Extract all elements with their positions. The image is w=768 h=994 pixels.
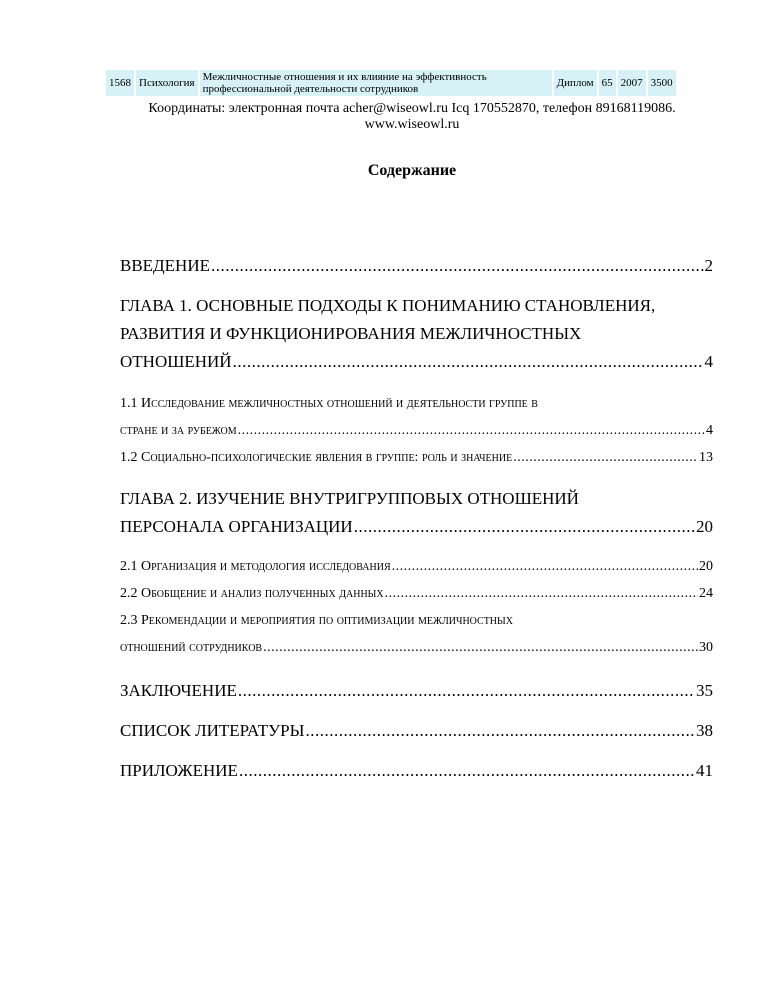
doc-price-cell: 3500 [648, 70, 676, 96]
toc-entry-chapter-1[interactable] [120, 292, 713, 376]
toc-entry-label: СПИСОК ЛИТЕРАТУРЫ [120, 721, 305, 740]
toc-page-number: 38 [696, 721, 713, 740]
document-info-row [106, 70, 676, 96]
table-of-contents [120, 252, 713, 785]
toc-entry-label-line-3: ОТНОШЕНИЙ [120, 352, 232, 371]
dot-leader [354, 513, 695, 541]
toc-entry-references[interactable] [120, 717, 713, 745]
doc-type-cell: Диплом [554, 70, 597, 96]
dot-leader [238, 417, 705, 444]
toc-entry-label-line-1: ГЛАВА 2. ИЗУЧЕНИЕ ВНУТРИГРУППОВЫХ ОТНОШЕНИЙ [120, 489, 579, 508]
toc-entry-label-line-2: отношений сотрудников [120, 640, 263, 655]
doc-year-cell: 2007 [618, 70, 646, 96]
dot-leader [385, 580, 698, 607]
toc-entry-label: ЗАКЛЮЧЕНИЕ [120, 681, 237, 700]
dot-leader [392, 553, 698, 580]
toc-page-number: 13 [699, 450, 713, 465]
toc-entry-introduction[interactable] [120, 252, 713, 280]
dot-leader [238, 677, 695, 705]
dot-leader [211, 252, 704, 280]
website-link[interactable]: www.wiseowl.ru [364, 117, 460, 132]
toc-page-number: 20 [699, 559, 713, 574]
toc-entry-section-2-3[interactable] [120, 607, 713, 661]
toc-entry-section-1-1[interactable] [120, 390, 713, 444]
doc-subject-cell: Психология [136, 70, 198, 96]
toc-entry-label: 1.2 Социально-психологические явления в группе: роль и значение [120, 450, 513, 465]
doc-id-cell: 1568 [106, 70, 134, 96]
toc-entry-chapter-2[interactable] [120, 485, 713, 541]
document-info-table [104, 68, 678, 98]
doc-pages-cell: 65 [599, 70, 616, 96]
toc-page-number: 41 [696, 761, 713, 780]
dot-leader [513, 444, 698, 471]
toc-entry-label: ВВЕДЕНИЕ [120, 256, 210, 275]
dot-leader [239, 757, 695, 785]
toc-entry-label-line-2: стране и за рубежом [120, 423, 237, 438]
contacts-block [0, 101, 768, 133]
toc-entry-appendix[interactable] [120, 757, 713, 785]
doc-title-cell [200, 70, 552, 96]
toc-entry-label: 2.1 Организация и методология исследования [120, 559, 391, 574]
toc-page-number: 2 [704, 256, 713, 275]
toc-entry-label-line-2: ПЕРСОНАЛА ОРГАНИЗАЦИИ [120, 517, 353, 536]
doc-title-line-1: Межличностные отношения и их влияние на эффективность [202, 71, 487, 83]
toc-entry-label-line-2: РАЗВИТИЯ И ФУНКЦИОНИРОВАНИЯ МЕЖЛИЧНОСТНЫХ [120, 324, 582, 343]
toc-entry-label: ПРИЛОЖЕНИЕ [120, 761, 238, 780]
toc-page-number: 4 [704, 352, 713, 371]
toc-page-number: 4 [706, 423, 713, 438]
toc-page-number: 24 [699, 586, 713, 601]
toc-heading: Содержание [367, 162, 457, 179]
toc-page-number: 35 [696, 681, 713, 700]
toc-entry-section-1-2[interactable] [120, 444, 713, 471]
dot-leader [263, 634, 698, 661]
dot-leader [233, 348, 704, 376]
toc-entry-label: 2.2 Обобщение и анализ полученных данных [120, 586, 384, 601]
dot-leader [305, 717, 695, 745]
contacts-line: Координаты: электронная почта acher@wiseowl.ru Icq 170552870, телефон 89168119086. [148, 101, 676, 116]
toc-entry-label-line-1: ГЛАВА 1. ОСНОВНЫЕ ПОДХОДЫ К ПОНИМАНИЮ СТАНОВЛЕНИЯ, [120, 296, 656, 315]
toc-page-number: 30 [699, 640, 713, 655]
toc-entry-label-line-1: 2.3 Рекомендации и мероприятия по оптимизации межличностных [120, 613, 513, 628]
toc-entry-section-2-1[interactable] [120, 553, 713, 580]
toc-entry-label-line-1: 1.1 Исследование межличностных отношений и деятельности группе в [120, 396, 538, 411]
toc-entry-section-2-2[interactable] [120, 580, 713, 607]
toc-page-number: 20 [696, 517, 713, 536]
doc-title-line-2: профессиональной деятельности сотрудников [202, 83, 419, 95]
toc-entry-conclusion[interactable] [120, 677, 713, 705]
